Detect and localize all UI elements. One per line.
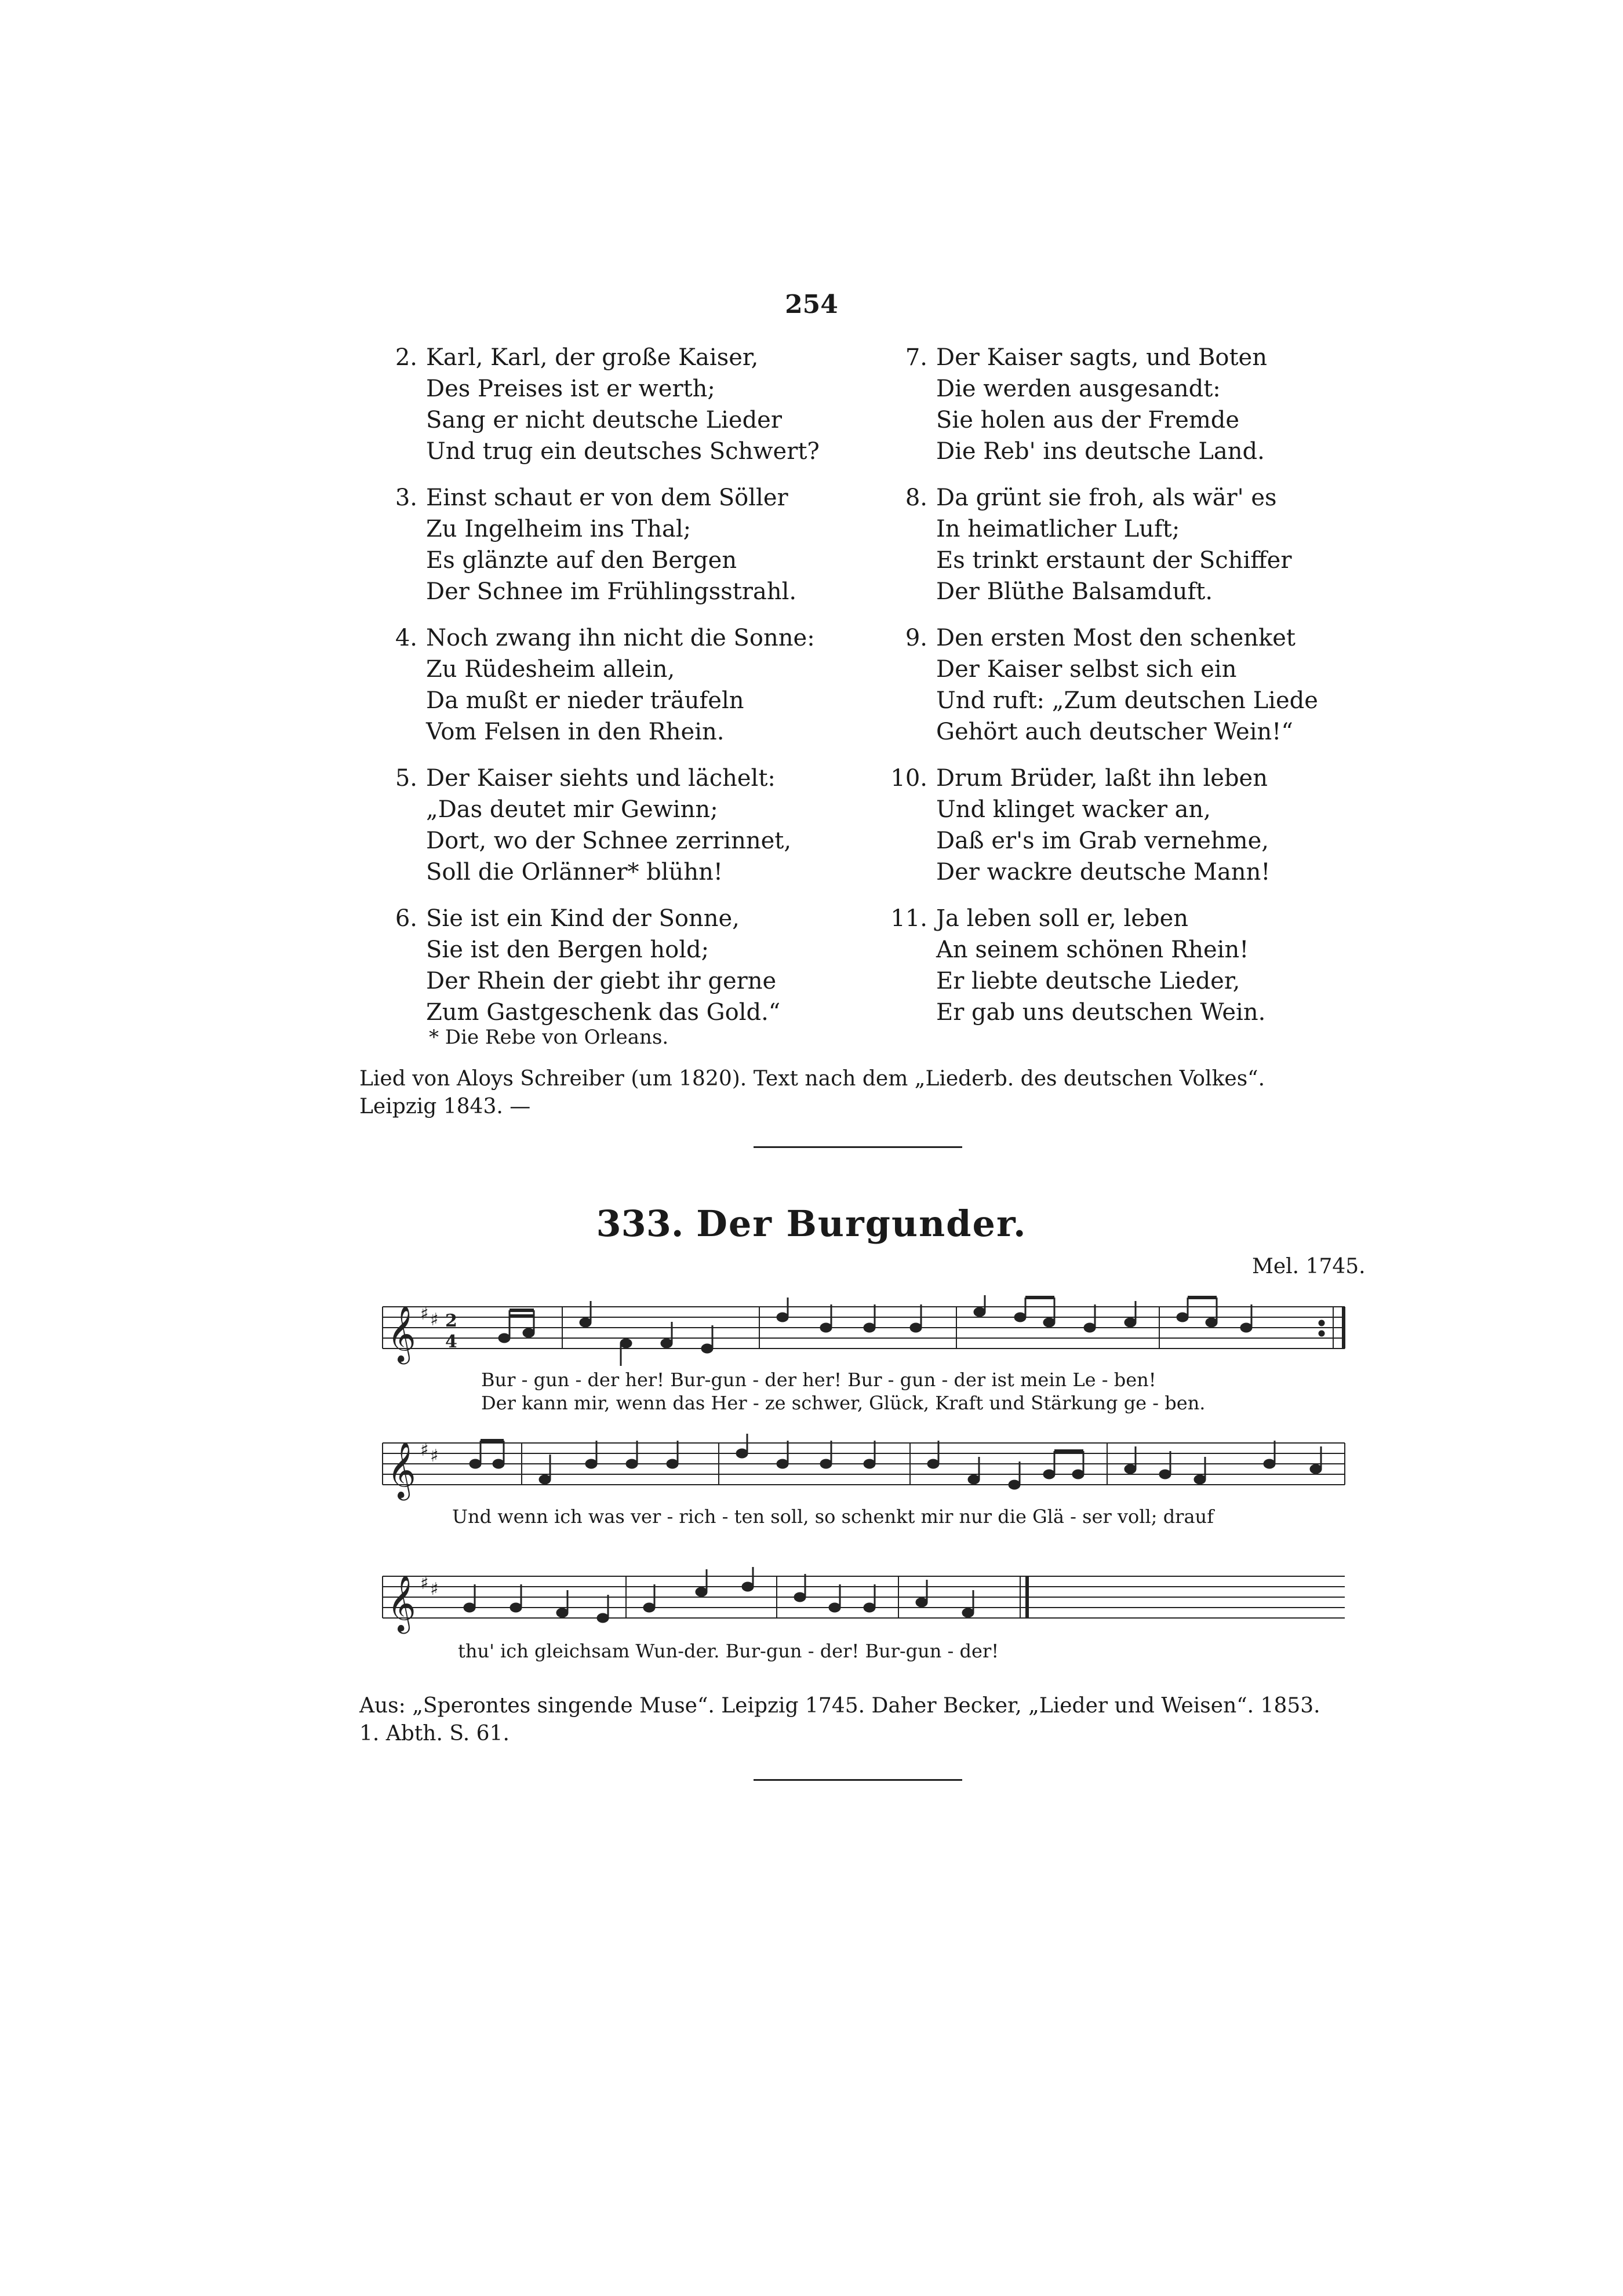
stanza [371,482,812,607]
music-staff-1 [377,1295,1351,1371]
verse-line: Der Kaiser siehts und lächelt: [426,765,776,792]
stanza [371,763,812,888]
svg-text:𝄞: 𝄞 [387,1575,416,1631]
stanza-number: 9. [905,625,927,651]
verse-line: Die werden ausgesandt: [936,376,1221,402]
stanza [881,903,1322,1028]
verse-line: Einst schaut er von dem Söller [426,484,788,511]
verse-line: Er liebte deutsche Lieder, [936,968,1240,994]
svg-text:♯: ♯ [420,1304,429,1324]
svg-text:4: 4 [445,1332,457,1352]
svg-text:𝄞: 𝄞 [387,1305,416,1362]
verse-line: Des Preises ist er werth; [426,376,715,402]
svg-text:𝄞: 𝄞 [387,1441,416,1498]
poem-left-column [371,342,820,1043]
section-divider [754,1146,962,1148]
verse-line: Vom Felsen in den Rhein. [426,719,725,745]
verse-line: Die Reb' ins deutsche Land. [936,438,1265,465]
verse-line: Karl, Karl, der große Kaiser, [426,344,759,371]
svg-text:♯: ♯ [430,1310,439,1330]
verse-line: Daß er's im Grab vernehme, [936,828,1269,854]
stanza-number: 7. [905,344,927,371]
lyrics-staff-1-verse-1: Bur - gun - der her! Bur-gun - der her! Bur - gun - der ist mein Le - ben! [481,1369,1156,1391]
song-number: 333. [596,1202,684,1245]
verse-line: Soll die Orlänner* blühn! [426,859,723,885]
verse-line: Es glänzte auf den Bergen [426,547,737,574]
verse-line: Zu Rüdesheim allein, [426,656,675,683]
stanza-number: 2. [395,344,417,371]
stanza-number: 10. [890,765,927,792]
verse-line: Der Rhein der giebt ihr gerne [426,968,777,994]
stanza [881,763,1322,888]
stanza-number: 5. [395,765,417,792]
stanza-number: 4. [395,625,417,651]
stanza [371,903,812,1028]
verse-line: Da grünt sie froh, als wär' es [936,484,1277,511]
svg-text:2: 2 [445,1311,457,1331]
verse-line: Ja leben soll er, leben [936,905,1189,932]
footnote: * Die Rebe von Orleans. [429,1026,669,1049]
verse-line: „Das deutet mir Gewinn; [426,796,718,823]
svg-text:♯: ♯ [420,1440,429,1460]
verse-line: Der Kaiser sagts, und Boten [936,344,1267,371]
end-divider [754,1779,962,1781]
song-source: Aus: „Sperontes singende Muse“. Leipzig 1745. Daher Becker, „Lieder und Weisen“. 1853. 1. Abth. S. 61. [359,1694,1320,1745]
verse-line: Sang er nicht deutsche Lieder [426,407,782,433]
verse-line: Der Kaiser selbst sich ein [936,656,1237,683]
verse-line: Er gab uns deutschen Wein. [936,999,1266,1026]
lyrics-staff-3: thu' ich gleichsam Wun-der. Bur-gun - der! Bur-gun - der! [458,1640,999,1662]
music-staff-2 [377,1431,1351,1507]
verse-line: In heimatlicher Luft; [936,516,1180,542]
melody-reference: Mel. 1745. [1252,1255,1366,1278]
verse-line: Noch zwang ihn nicht die Sonne: [426,625,815,651]
poem-right-column [881,342,1322,1043]
verse-line: Zum Gastgeschenk das Gold.“ [426,999,781,1026]
poem-source: Lied von Aloys Schreiber (um 1820). Text nach dem „Liederb. des deutschen Volkes“. Leipzig 1843. — [359,1067,1265,1118]
svg-text:♯: ♯ [420,1573,429,1594]
stanza-number: 8. [905,484,927,511]
verse-line: An seinem schönen Rhein! [936,936,1249,963]
verse-line: Es trinkt erstaunt der Schiffer [936,547,1292,574]
verse-line: Der wackre deutsche Mann! [936,859,1271,885]
verse-line: Und trug ein deutsches Schwert? [426,438,820,465]
verse-line: Dort, wo der Schnee zerrinnet, [426,828,792,854]
stanza [881,342,1322,467]
stanza-number: 3. [395,484,417,511]
verse-line: Sie holen aus der Fremde [936,407,1240,433]
stanza [371,342,820,467]
music-staff-3 [377,1565,1351,1640]
verse-line: Sie ist den Bergen hold; [426,936,709,963]
stanza-number: 11. [890,905,927,932]
stanza-number: 6. [395,905,417,932]
svg-text:♯: ♯ [430,1579,439,1599]
verse-line: Zu Ingelheim ins Thal; [426,516,692,542]
verse-line: Drum Brüder, laßt ihn leben [936,765,1268,792]
svg-text:♯: ♯ [430,1446,439,1466]
verse-line: Der Blüthe Balsamduft. [936,578,1213,605]
lyrics-staff-2: Und wenn ich was ver - rich - ten soll, so schenkt mir nur die Glä - ser voll; drauf [452,1506,1214,1528]
song-heading [0,1202,1623,1245]
verse-line: Der Schnee im Frühlingsstrahl. [426,578,797,605]
stanza [881,482,1322,607]
stanza [371,622,815,748]
page-number: 254 [785,290,838,319]
song-title: Der Burgunder. [696,1202,1027,1245]
verse-line: Gehört auch deutscher Wein!“ [936,719,1293,745]
verse-line: Und klinget wacker an, [936,796,1211,823]
verse-line: Sie ist ein Kind der Sonne, [426,905,740,932]
verse-line: Und ruft: „Zum deutschen Liede [936,687,1318,714]
verse-line: Da mußt er nieder träufeln [426,687,744,714]
verse-line: Den ersten Most den schenket [936,625,1296,651]
lyrics-staff-1-verse-2: Der kann mir, wenn das Her - ze schwer, Glück, Kraft und Stärkung ge - ben. [481,1392,1206,1414]
stanza [881,622,1322,748]
